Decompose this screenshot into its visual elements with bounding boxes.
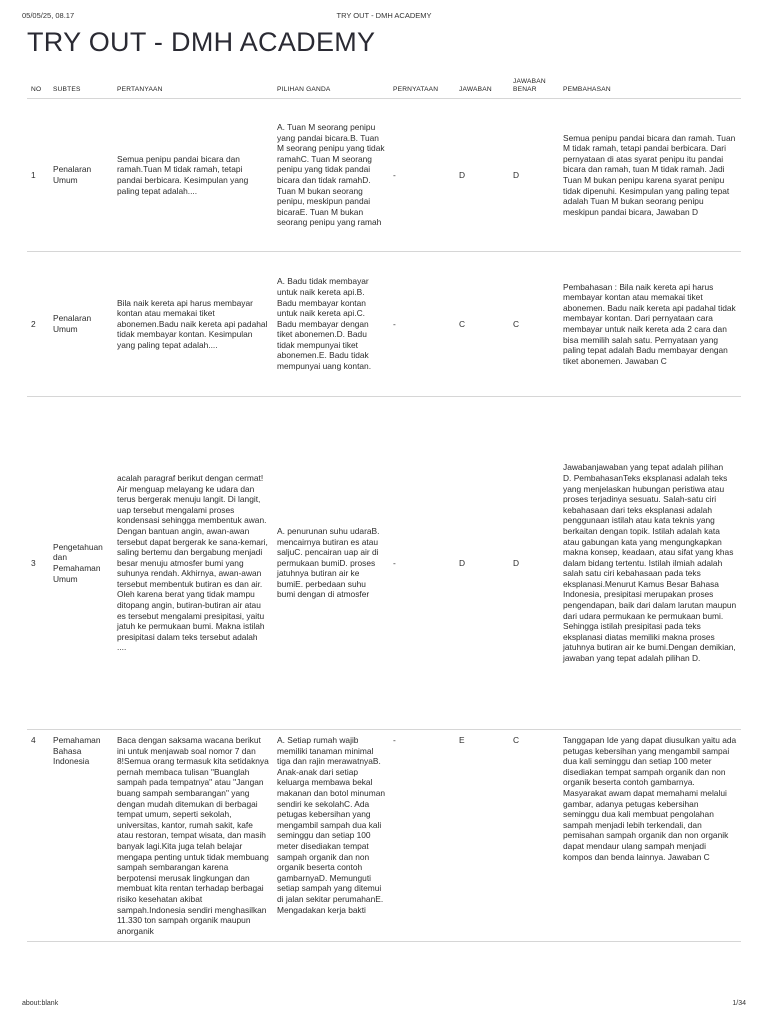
cell-jawaban: C <box>455 252 509 397</box>
cell-pernyataan: - <box>389 397 455 730</box>
cell-pilihan-ganda: A. Badu tidak membayar untuk naik kereta api.B. Badu membayar kontan untuk naik kereta api.C. Badu membayar dengan tiket abonemen.D. Badu tidak mempunyai tiket abonemen.E. Badu tidak mempunyai uang kontan. <box>273 252 389 397</box>
column-header-no: NO <box>27 72 49 99</box>
cell-subtes: Penalaran Umum <box>49 99 113 252</box>
column-header-pembahasan: PEMBAHASAN <box>559 72 741 99</box>
column-header-pernyataan: PERNYATAAN <box>389 72 455 99</box>
cell-pertanyaan: Semua penipu pandai bicara dan ramah.Tuan M tidak ramah, tetapi pandai berbicara. Kesimpulan yang paling tepat adalah.... <box>113 99 273 252</box>
cell-pembahasan: Semua penipu pandai bicara dan ramah. Tuan M tidak ramah, tetapi pandai berbicara. Dari pernyataan di atas syarat penipu itu pandai bicara dan ramah, tuan M tidak ramah. Jadi Tuan M bukan penipu karena syarat penipu tidak dipenuhi. Kesimpulan yang paling tepat adalah Tuan M bukan seorang penipu meskipun pandai bicara, Jawaban D <box>559 99 741 252</box>
column-header-pertanyaan: PERTANYAAN <box>113 72 273 99</box>
cell-pilihan-ganda: A. penurunan suhu udaraB. mencairnya butiran es atau saljuC. pencairan uap air di permukaan bumiD. proses jatuhnya butiran air ke bumiE. perbedaan suhu bumi dengan di atmosfer <box>273 397 389 730</box>
cell-pilihan-ganda: A. Tuan M seorang penipu yang pandai bicara.B. Tuan M seorang penipu yang tidak ramahC. Tuan M seorang penipu yang tidak pandai bicara dan tidak ramahD. Tuan M bukan seorang penipu, meskipun pandai bicaraE. Tuan M bukan seorang penipu yang ramah <box>273 99 389 252</box>
table-row <box>27 397 741 730</box>
column-header-jawaban-benar: JAWABAN BENAR <box>509 72 559 99</box>
print-page-number: 1/34 <box>732 1000 746 1007</box>
column-header-subtes: SUBTES <box>49 72 113 99</box>
cell-pernyataan: - <box>389 99 455 252</box>
cell-no: 2 <box>27 252 49 397</box>
cell-jawaban-benar: C <box>509 730 559 942</box>
cell-subtes: Pemahaman Bahasa Indonesia <box>49 730 113 942</box>
cell-pernyataan: - <box>389 730 455 942</box>
cell-pilihan-ganda: A. Setiap rumah wajib memiliki tanaman minimal tiga dan rajin merawatnyaB. Anak-anak dari setiap keluarga membawa bekal makanan dan botol minuman sendiri ke sekolahC. Ada petugas kebersihan yang mengambil sampah dua kali seminggu dan setiap 100 meter disediakan tempat sampah organik dan non organik beserta contoh gambarnyaD. Memunguti setiap sampah yang ditemui di jalan sekitar perumahanE. Mengadakan kerja bakti <box>273 730 389 942</box>
cell-no: 1 <box>27 99 49 252</box>
table-row <box>27 99 741 252</box>
column-header-pilihan-ganda: PILIHAN GANDA <box>273 72 389 99</box>
cell-jawaban: D <box>455 99 509 252</box>
cell-pertanyaan: acalah paragraf berikut dengan cermat! Air menguap melayang ke udara dan terus bergerak menuju langit. Di langit, uap tersebut mengalami proses kondensasi sehingga membentuk awan. Dengan bantuan angin, awan-awan tersebut dapat bergerak ke sana-kemari, saling bertemu dan bergabung menjadi besar menuju atmosfer bumi yang suhunya rendah. Akhirnya, awan-awan tersebut membentuk butiran es dan air. Oleh karena berat yang tidak mampu ditopang angin, butiran-butiran air atau es tersebut mengalami presipitasi, yaitu jatuh ke permukaan bumi. Makna istilah presipitasi dalam teks tersebut adalah .... <box>113 397 273 730</box>
cell-jawaban: E <box>455 730 509 942</box>
table-row <box>27 730 741 942</box>
cell-pertanyaan: Baca dengan saksama wacana berikut ini untuk menjawab soal nomor 7 dan 8!Semua orang termasuk kita setidaknya pernah membaca tulisan "Buanglah sampah pada tempatnya" atau "Jangan buang sampah sembarangan" yang dengan mudah ditemukan di berbagai tempat umum, seperti sekolah, universitas, kantor, rumah sakit, kafe atau restoran, tempat wisata, dan masih banyak lagi.Kita juga telah belajar mengapa penting untuk tidak membuang sampah sembarangan karena berpotensi merusak lingkungan dan membuat kita rentan terhadap berbagai risiko kesehatan akibat sampah.Indonesia sendiri menghasilkan 11.330 ton sampah organik maupun anorganik <box>113 730 273 942</box>
cell-no: 4 <box>27 730 49 942</box>
cell-jawaban: D <box>455 397 509 730</box>
cell-pertanyaan: Bila naik kereta api harus membayar kontan atau memakai tiket abonemen.Badu naik kereta api padahal tidak membayar kontan. Kesimpulan yang paling tepat adalah.... <box>113 252 273 397</box>
document-title: TRY OUT - DMH ACADEMY <box>27 27 376 57</box>
cell-pembahasan: Pembahasan : Bila naik kereta api harus membayar kontan atau memakai tiket abonemen. Badu naik kereta api padahal tidak membayar kontan. Dari pernyataan cara membayar untuk naik kereta ada 2 cara dan bisa memilih salah satu. Pernyataan yang paling tepat adalah Badu membayar dengan tiket abonemen. Jawaban C <box>559 252 741 397</box>
cell-subtes: Penalaran Umum <box>49 252 113 397</box>
column-header-jawaban: JAWABAN <box>455 72 509 99</box>
print-footer <box>22 1000 746 1010</box>
print-url: about:blank <box>22 1000 59 1007</box>
print-header <box>22 11 746 23</box>
cell-pernyataan: - <box>389 252 455 397</box>
cell-jawaban-benar: C <box>509 252 559 397</box>
print-datetime: 05/05/25, 08.17 <box>22 11 75 20</box>
cell-jawaban-benar: D <box>509 99 559 252</box>
table-header-row <box>27 72 741 99</box>
cell-pembahasan: Tanggapan Ide yang dapat diusulkan yaitu ada petugas kebersihan yang mengambil sampai dua kali seminggu dan setiap 100 meter disediakan tempat sampah organik dan non organik beserta contoh gambarnya. Masyarakat awam dapat memahami melalui gambar, adanya petugas kebersihan seminggu dua kali membuat pengolahan sampah menjadi lebih terkendali, dan pemisahan sampah organik dan non organik dapat mendaur ulang sampah menjadi kompos dan benda lainnya. Jawaban C <box>559 730 741 942</box>
cell-jawaban-benar: D <box>509 397 559 730</box>
cell-pembahasan: Jawabanjawaban yang tepat adalah pilihan D. PembahasanTeks eksplanasi adalah teks yang menjelaskan hubungan peristiwa atau proses terjadinya sesuatu. Salah-satu ciri kebahasaan dari teks eksplanasi adalah penggunaan istilah atau kata teknis yang berkaitan dengan topik. Istilah adalah kata atau gabungan kata yang mengungkapkan makna konsep, keadaan, atau sifat yang khas dalam bidang tertentu. Istilah ilmiah adalah salah satu ciri kebahasaan pada teks eksplanasi.Menurut Kamus Besar Bahasa Indonesia, presipitasi merupakan proses pengendapan, baik dari dalam larutan maupun dari udara permukaan ke permukaan bumi. Sehingga istilah presipitasi pada teks eksplanasi diatas memiliki makna proses jatuhnya butiran air ke bumi.Dengan demikian, jawaban yang tepat adalah pilihan D. <box>559 397 741 730</box>
questions-table <box>27 72 741 942</box>
cell-no: 3 <box>27 397 49 730</box>
print-page-title: TRY OUT - DMH ACADEMY <box>336 11 432 20</box>
table-row <box>27 252 741 397</box>
cell-subtes: Pengetahuan dan Pemahaman Umum <box>49 397 113 730</box>
